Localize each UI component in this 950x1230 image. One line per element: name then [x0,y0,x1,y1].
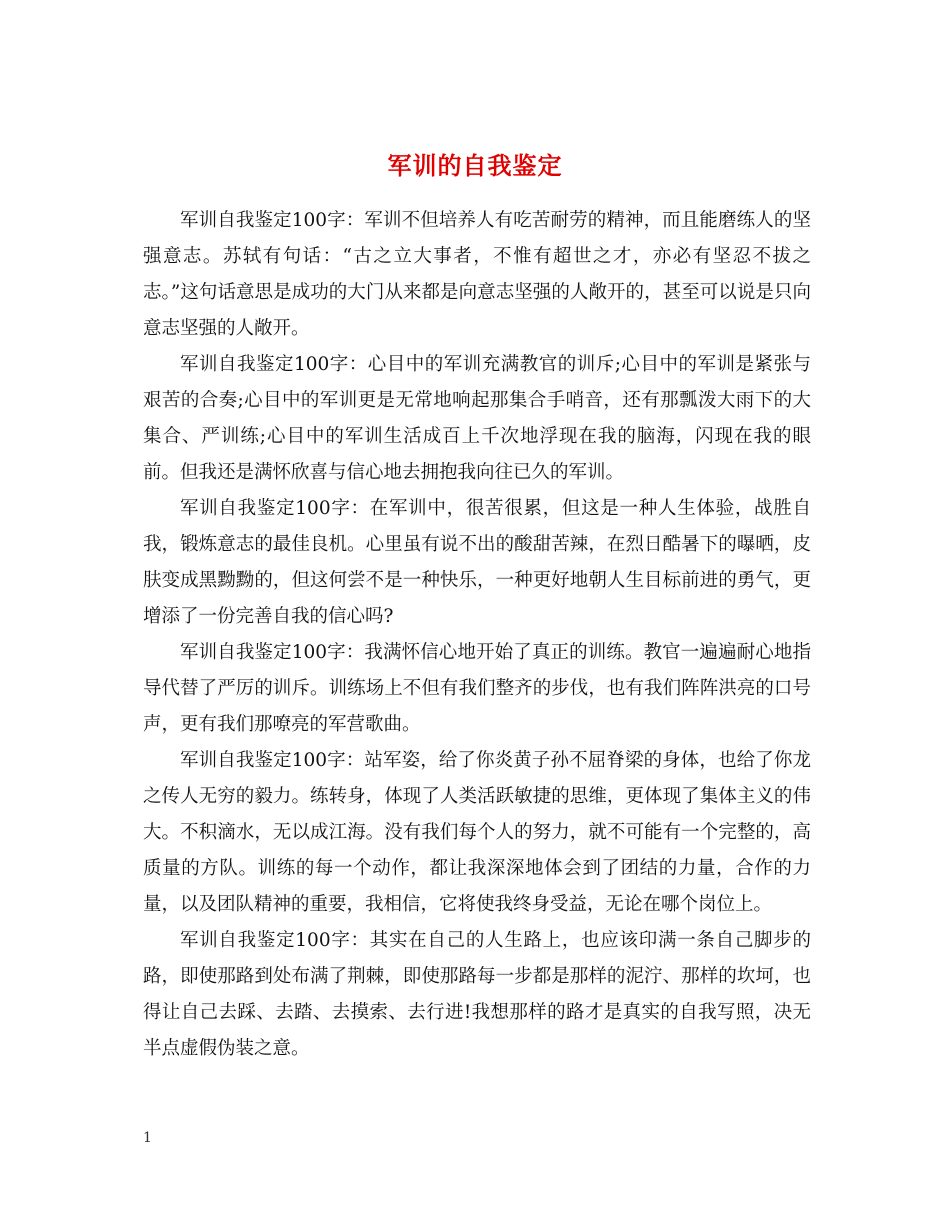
paragraph-1: 军训自我鉴定100字：军训不但培养人有吃苦耐劳的精神，而且能磨练人的坚强意志。苏轼有句话：“古之立大事者，不惟有超世之才，亦必有坚忍不拔之志。”这句话意思是成功的大门从来都是向意志坚强的人敞开的，甚至可以说是只向意志坚强的人敞开。 [143,210,811,339]
paragraph-6: 军训自我鉴定100字：其实在自己的人生路上，也应该印满一条自己脚步的路，即使那路到处布满了荆棘，即使那路每一步都是那样的泥泞、那样的坎坷，也得让自己去踩、去踏、去摸索、去行进!我想那样的路才是真实的自我写照，决无半点虚假伪装之意。 [143,930,811,1059]
paragraph-3: 军训自我鉴定100字：在军训中，很苦很累，但这是一种人生体验，战胜自我，锻炼意志的最佳良机。心里虽有说不出的酸甜苦辣，在烈日酷暑下的曝晒，皮肤变成黑黝黝的，但这何尝不是一种快乐，一种更好地朝人生目标前进的勇气，更增添了一份完善自我的信心吗? [143,498,811,627]
paragraph-2: 军训自我鉴定100字：心目中的军训充满教官的训斥;心目中的军训是紧张与艰苦的合奏;心目中的军训更是无常地响起那集合手哨音，还有那瓢泼大雨下的大集合、严训练;心目中的军训生活成百上千次地浮现在我的脑海，闪现在我的眼前。但我还是满怀欣喜与信心地去拥抱我向往已久的军训。 [143,354,811,483]
document-title: 军训的自我鉴定 [387,151,563,181]
page-number: 1 [143,1130,152,1146]
document-body [143,203,811,1067]
paragraph-5: 军训自我鉴定100字：站军姿，给了你炎黄子孙不屈脊梁的身体，也给了你龙之传人无穷的毅力。练转身，体现了人类活跃敏捷的思维，更体现了集体主义的伟大。不积滴水，无以成江海。没有我们每个人的努力，就不可能有一个完整的，高质量的方队。训练的每一个动作，都让我深深地体会到了团结的力量，合作的力量，以及团队精神的重要，我相信，它将使我终身受益，无论在哪个岗位上。 [143,750,811,915]
paragraph-4: 军训自我鉴定100字：我满怀信心地开始了真正的训练。教官一遍遍耐心地指导代替了严厉的训斥。训练场上不但有我们整齐的步伐，也有我们阵阵洪亮的口号声，更有我们那嘹亮的军营歌曲。 [143,642,811,735]
